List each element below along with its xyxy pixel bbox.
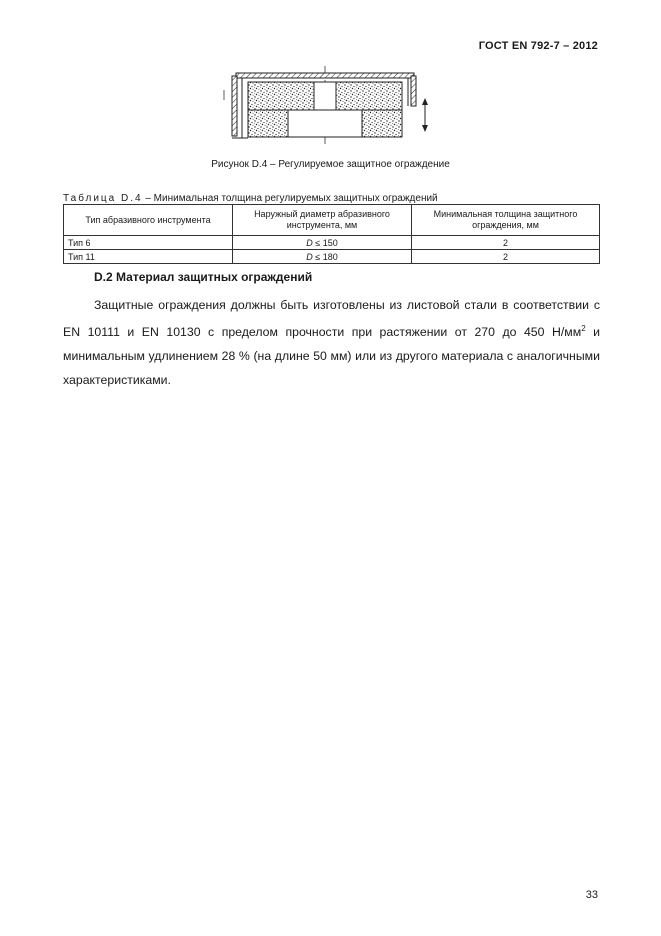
table-caption: – Минимальная толщина регулируемых защитных ограждений xyxy=(145,193,438,204)
table-row xyxy=(64,250,600,264)
wheel-lower-right xyxy=(362,110,402,137)
header-tool-type: Тип абразивного инструмента xyxy=(64,205,233,236)
header-outer-diameter: Наружный диаметр абразивного инструмента, мм xyxy=(233,205,412,236)
table-label: Таблица D.4 xyxy=(63,193,143,204)
wheel-bore xyxy=(288,110,362,137)
cell-min-thickness: 2 xyxy=(412,250,600,264)
table-header-row xyxy=(64,205,600,236)
cell-tool-type: Тип 6 xyxy=(64,236,233,250)
cell-outer-diameter: D ≤ 150 xyxy=(233,236,412,250)
adjustment-arrow-icon xyxy=(422,98,428,132)
cell-tool-type: Тип 11 xyxy=(64,250,233,264)
table-row xyxy=(64,236,600,250)
wheel-upper-right xyxy=(336,82,402,110)
guard-side-left xyxy=(232,76,237,136)
figure-caption: Рисунок D.4 – Регулируемое защитное ограждение xyxy=(211,159,450,170)
document-header: ГОСТ EN 792-7 – 2012 xyxy=(478,40,598,52)
wheel-upper-left xyxy=(248,82,314,110)
cell-min-thickness: 2 xyxy=(412,236,600,250)
spindle xyxy=(314,82,336,110)
header-min-thickness: Минимальная толщина защитного ограждения, мм xyxy=(412,205,600,236)
guard-top-plate xyxy=(236,73,414,78)
guard-side-right xyxy=(411,76,416,106)
cell-outer-diameter: D ≤ 180 xyxy=(233,250,412,264)
adjustable-guard-figure xyxy=(218,66,436,154)
wheel-lower-left xyxy=(248,110,288,137)
page-number: 33 xyxy=(585,889,598,901)
body-paragraph: Защитные ограждения должны быть изготовлены из листовой стали в соответствии с EN 10111 и EN 10130 с пределом прочности при растяжении от 270 до 450 $Н/мм^2$ и минимальным удлинением 28 % (на длине 50 мм) или из другого материала с аналогичными характеристиками. xyxy=(63,298,601,388)
guard-thickness-table xyxy=(63,204,600,264)
table-title xyxy=(63,193,438,204)
section-heading: D.2 Материал защитных ограждений xyxy=(94,270,313,284)
